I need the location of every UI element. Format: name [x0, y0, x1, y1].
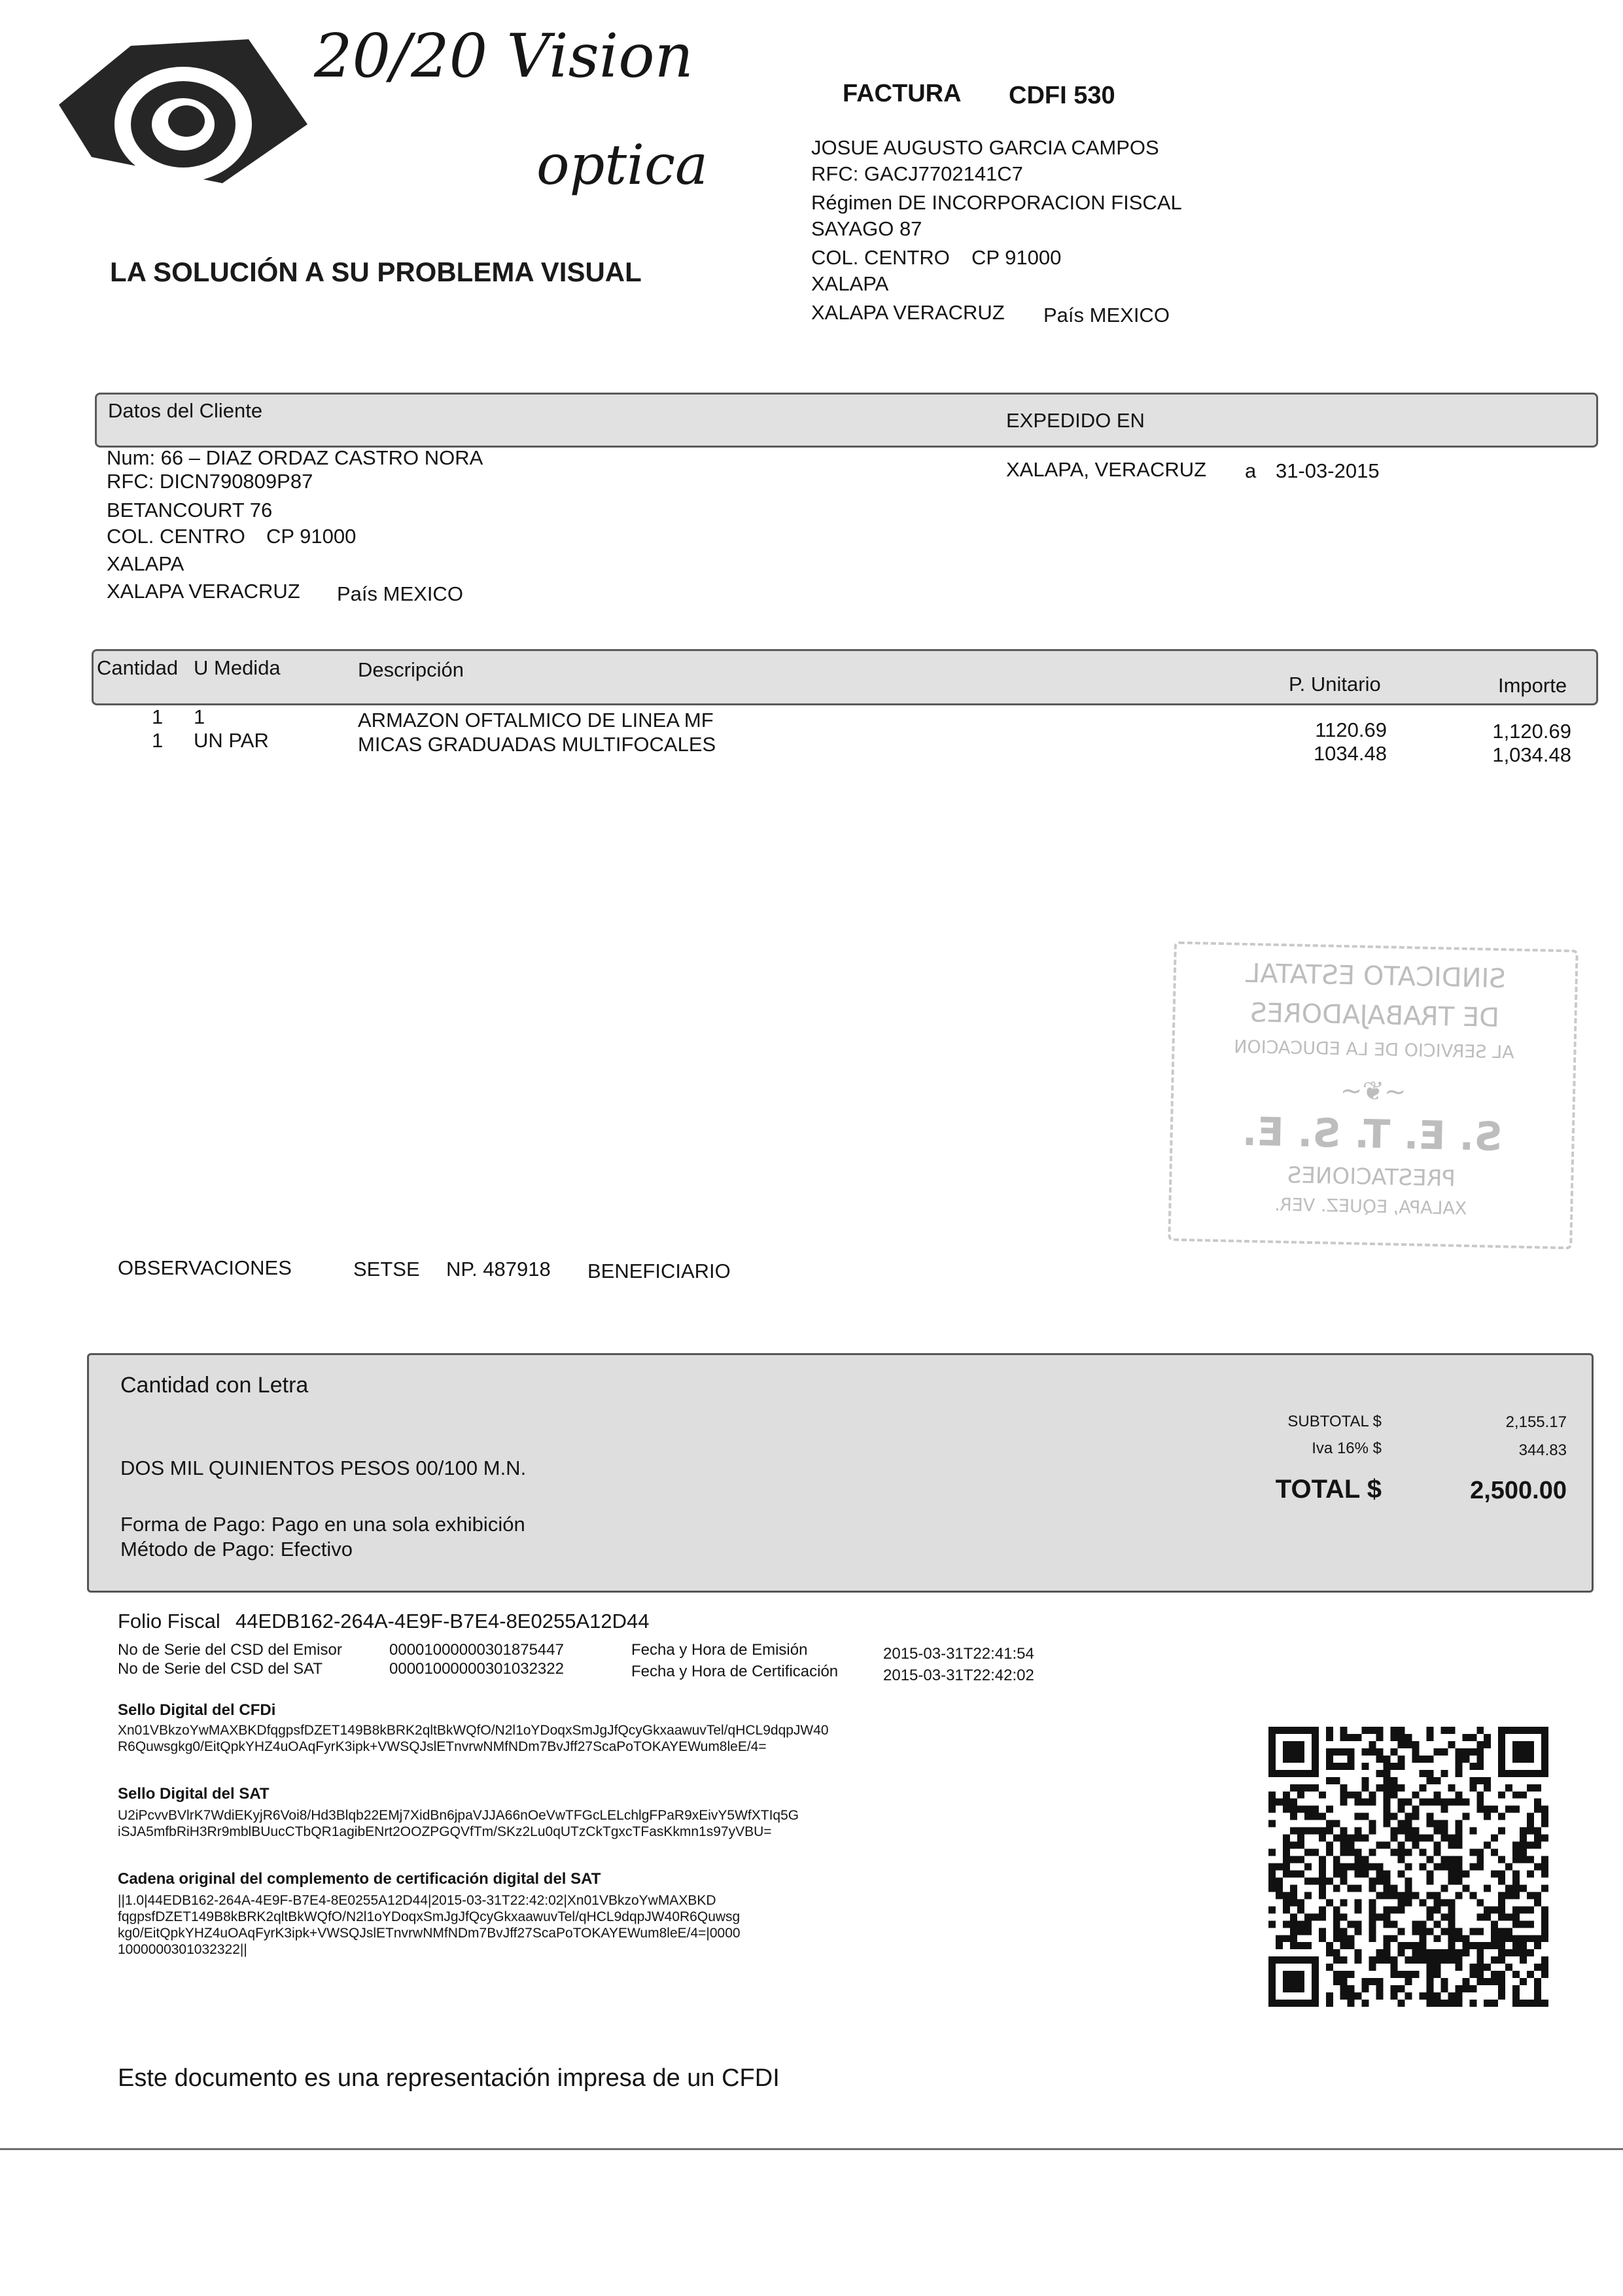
row-punitario: 1034.48 — [1313, 742, 1387, 765]
row-descripcion: ARMAZON OFTALMICO DE LINEA MF — [358, 709, 714, 732]
issuer-cp: CP 91000 — [971, 246, 1062, 269]
brand-slogan: LA SOLUCIÓN A SU PROBLEMA VISUAL — [110, 256, 642, 287]
sello-sat-line-1: U2iPcvvBVlrK7WdiEKyjR6Voi8/Hd3Blqb22EMj7XidBn6jpaVJJA66nOeVwTFGcLELchlgFPaR9xEivY5WfXTIq5G — [118, 1808, 799, 1823]
stamp-line-4: S. E. T. S. E. — [1242, 1108, 1503, 1161]
issuer-street: SAYAGO 87 — [811, 217, 922, 240]
issuer-state: XALAPA VERACRUZ — [811, 301, 1005, 324]
total-value: 2,500.00 — [1470, 1477, 1567, 1504]
fecha-emision-value: 2015-03-31T22:41:54 — [883, 1645, 1034, 1663]
row-cantidad: 1 — [152, 705, 164, 728]
document-type: FACTURA — [843, 80, 962, 107]
letra-label: Cantidad con Letra — [120, 1373, 309, 1398]
folio-label: Folio Fiscal — [118, 1610, 220, 1633]
sello-cfdi-line-1: Xn01VBkzoYwMAXBKDfqgpsfDZET149B8kBRK2qltBkWQfO/N2l1oYDoqxSmJgJfQcyGkxaawuvTel/qHCL9dqpJW40 — [118, 1723, 829, 1738]
issuer-regimen: Régimen DE INCORPORACION FISCAL — [811, 191, 1182, 214]
col-header-cantidad: Cantidad — [97, 656, 179, 679]
iva-label: Iva 16% $ — [1312, 1439, 1382, 1457]
stamp-ornament: ~❦~ — [1340, 1075, 1406, 1108]
csd-emisor-label: No de Serie del CSD del Emisor — [118, 1641, 342, 1659]
sello-sat-title: Sello Digital del SAT — [118, 1785, 270, 1803]
client-street: BETANCOURT 76 — [107, 499, 273, 521]
row-punitario: 1120.69 — [1315, 718, 1387, 741]
client-cp: CP 91000 — [266, 525, 357, 548]
row-importe: 1,034.48 — [1492, 743, 1571, 766]
forma-pago: Forma de Pago: Pago en una sola exhibición — [120, 1513, 525, 1536]
csd-sat-label: No de Serie del CSD del SAT — [118, 1660, 323, 1678]
brand-name: 20/20 Vision — [314, 21, 693, 91]
observaciones-setse: SETSE — [353, 1258, 420, 1280]
client-city: XALAPA — [107, 552, 184, 575]
row-unidad: UN PAR — [194, 729, 269, 752]
client-rfc: RFC: DICN790809P87 — [107, 470, 313, 493]
fecha-emision-label: Fecha y Hora de Emisión — [631, 1641, 808, 1659]
subtotal-label: SUBTOTAL $ — [1287, 1413, 1382, 1430]
cadena-title: Cadena original del complemento de certificación digital del SAT — [118, 1870, 601, 1888]
expedido-date: 31-03-2015 — [1276, 459, 1380, 482]
stamp-line-2: DE TRABAJADORES — [1249, 998, 1500, 1034]
observaciones-np: NP. 487918 — [446, 1258, 551, 1280]
letra-amount: DOS MIL QUINIENTOS PESOS 00/100 M.N. — [120, 1457, 527, 1479]
client-section-label: Datos del Cliente — [108, 399, 263, 422]
page-divider — [0, 2148, 1623, 2150]
sello-cfdi-line-2: R6Quwsgkg0/EitQpkYHZ4uOAqFyrK3ipk+VWSQJslETnvrwNMfNDm7BvJff27ScaPoTOKAYEWum8leE/4= — [118, 1739, 767, 1754]
stamp-line-6: XALAPA, EQUEZ. VER. — [1274, 1194, 1467, 1220]
sello-sat-line-2: iSJA5mfbRiH3Rr9mblBUucCTbQR1agibENrt2OOZPGQVfTm/SKz2Lu0qUTzCkTgxcTFasKkmn1s97yVBU= — [118, 1824, 772, 1839]
col-header-descripcion: Descripción — [358, 658, 464, 681]
footer-note: Este documento es una representación impresa de un CFDI — [118, 2064, 780, 2092]
cadena-line-2: fqgpsfDZET149B8kBRK2qltBkWQfO/N2l1oYDoqxSmJgJfQcyGkxaawuvTel/qHCL9dqpJW40R6Quwsg — [118, 1909, 741, 1924]
metodo-pago: Método de Pago: Efectivo — [120, 1538, 353, 1561]
col-header-importe: Importe — [1498, 674, 1567, 697]
eye-logo-icon — [52, 26, 314, 242]
col-header-unidad: U Medida — [194, 656, 281, 679]
row-descripcion: MICAS GRADUADAS MULTIFOCALES — [358, 733, 716, 756]
row-unidad: 1 — [194, 705, 205, 728]
csd-emisor-value: 00001000000301875447 — [389, 1641, 564, 1659]
client-header-bar — [95, 393, 1598, 448]
sello-cfdi-title: Sello Digital del CFDi — [118, 1701, 276, 1719]
issuer-colonia: COL. CENTRO — [811, 246, 950, 269]
expedido-a: a — [1245, 459, 1257, 482]
observaciones-label: OBSERVACIONES — [118, 1256, 292, 1279]
observaciones-beneficiario: BENEFICIARIO — [587, 1260, 731, 1282]
issuer-country: País MEXICO — [1043, 304, 1170, 327]
issuer-name: JOSUE AUGUSTO GARCIA CAMPOS — [811, 136, 1159, 159]
row-cantidad: 1 — [152, 729, 164, 752]
total-label: TOTAL $ — [1275, 1475, 1382, 1504]
expedido-place: XALAPA, VERACRUZ — [1006, 458, 1207, 481]
union-stamp — [1168, 942, 1578, 1250]
col-header-punitario: P. Unitario — [1289, 673, 1381, 696]
client-state: XALAPA VERACRUZ — [107, 580, 300, 603]
brand-subtitle: optica — [536, 133, 708, 197]
issuer-rfc: RFC: GACJ7702141C7 — [811, 162, 1023, 185]
client-num-name: Num: 66 – DIAZ ORDAZ CASTRO NORA — [107, 446, 483, 469]
client-colonia: COL. CENTRO — [107, 525, 245, 548]
document-number: CDFI 530 — [1009, 82, 1115, 109]
fecha-cert-label: Fecha y Hora de Certificación — [631, 1663, 839, 1680]
cadena-line-4: 1000000301032322|| — [118, 1942, 247, 1957]
cadena-line-1: ||1.0|44EDB162-264A-4E9F-B7E4-8E0255A12D44|2015-03-31T22:42:02|Xn01VBkzoYwMAXBKD — [118, 1893, 716, 1908]
client-country: País MEXICO — [337, 582, 463, 605]
qr-code-icon — [1261, 1720, 1556, 2014]
stamp-line-5: PRESTACIONES — [1287, 1162, 1456, 1192]
subtotal-value: 2,155.17 — [1505, 1413, 1567, 1431]
iva-value: 344.83 — [1518, 1441, 1567, 1459]
row-importe: 1,120.69 — [1492, 720, 1571, 743]
stamp-line-1: SINDICATO ESTATAL — [1245, 958, 1507, 995]
expedido-label: EXPEDIDO EN — [1006, 409, 1145, 432]
fecha-cert-value: 2015-03-31T22:42:02 — [883, 1667, 1034, 1684]
issuer-city: XALAPA — [811, 272, 889, 295]
stamp-line-3: AL SERVICIO DE LA EDUCACION — [1233, 1036, 1515, 1063]
csd-sat-value: 00001000000301032322 — [389, 1660, 564, 1678]
folio-value: 44EDB162-264A-4E9F-B7E4-8E0255A12D44 — [236, 1610, 650, 1633]
cadena-line-3: kg0/EitQpkYHZ4uOAqFyrK3ipk+VWSQJslETnvrwNMfNDm7BvJff27ScaPoTOKAYEWum8leE/4=|0000 — [118, 1926, 741, 1941]
